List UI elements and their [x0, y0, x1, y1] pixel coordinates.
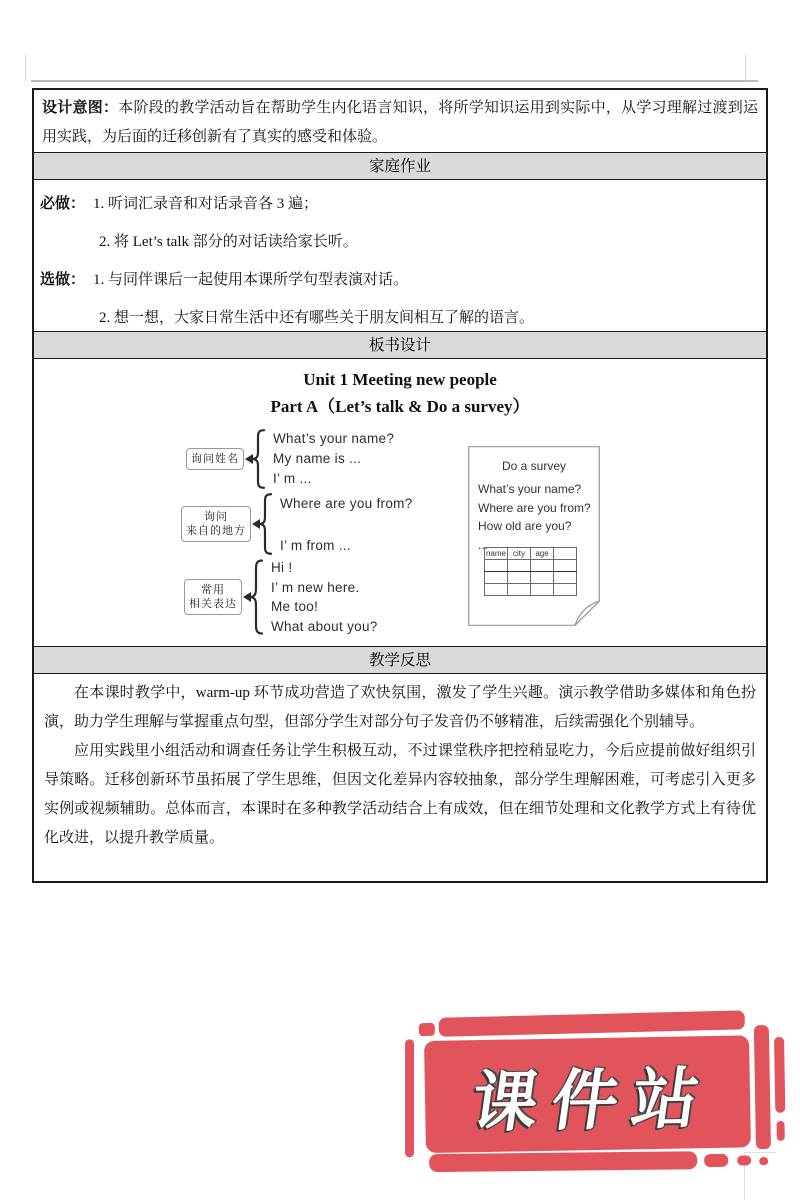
optional-item-2: 2. 想一想，大家日常生活中还有哪些关于朋友间相互了解的语言。 — [99, 310, 535, 326]
text-boundary-tick-right — [745, 55, 746, 81]
stamp-border-stroke — [439, 1010, 745, 1036]
stamp-border-stroke — [405, 1039, 414, 1157]
survey-table — [484, 547, 577, 596]
required-item-1: 1. 听词汇录音和对话录音各 3 遍； — [93, 196, 319, 212]
design-intent-row — [34, 90, 766, 152]
text-boundary-tick-left — [25, 55, 26, 81]
design-intent-label: 设计意图： — [42, 99, 119, 116]
stamp-border-stroke — [759, 1157, 768, 1165]
survey-table-header-row: name city age — [485, 548, 577, 560]
board-design-row — [34, 358, 766, 646]
stamp-border-stroke — [776, 1121, 784, 1141]
optional-item-1: 1. 与同伴课后一起使用本课所学句型表演对话。 — [93, 272, 409, 288]
reflection-paragraph: 应用实践里小组活动和调查任务让学生积极互动，不过课堂秩序把控稍显吃力，今后应提前做好组织引导策略。迁移创新环节虽拓展了学生思维，但因文化差异内容较抽象，部分学生理解困难，可考虑引入更多实例或视频辅助。总体而言，本课时在多种教学活动结合上有成效，但在细节处理和文化教学方式上有待优化改进，以提升教学质量。 — [44, 743, 756, 846]
stamp-border-stroke — [737, 1155, 751, 1165]
board-group-ask-name — [186, 428, 394, 490]
homework-row — [34, 179, 766, 331]
brace-icon — [250, 559, 264, 635]
group-label-box: 常用 相关表达 — [184, 579, 242, 615]
reflection-paragraph: 在本课时教学中，warm-up 环节成功营造了欢快氛围，激发了学生兴趣。演示教学借助多媒体和角色扮演，助力学生理解与掌握重点句型，但部分学生对部分句子发音仍不够精准，后续需强化个别辅导。 — [44, 685, 756, 730]
stamp-border-stroke — [754, 1025, 771, 1149]
group-sentences: What’s your name? My name is ... I’ m ... — [273, 431, 395, 486]
survey-questions: What’s your name? Where are you from? How old are you? ... — [478, 482, 591, 552]
group-label-box: 询问 来自的地方 — [181, 506, 251, 542]
survey-title: Do a survey — [501, 459, 567, 473]
homework-header: 家庭作业 — [34, 152, 766, 179]
reflection-header: 教学反思 — [34, 646, 766, 673]
kejianzhan-stamp — [398, 1003, 799, 1188]
required-label: 必做： — [40, 195, 86, 212]
brace-icon — [259, 493, 273, 555]
board-title-part: Part A（Let’s talk & Do a survey） — [270, 397, 530, 416]
required-item-2: 2. 将 Let’s talk 部分的对话读给家长听。 — [99, 234, 358, 250]
lesson-plan-table — [32, 88, 768, 883]
survey-table-row — [485, 560, 577, 572]
board-design-header: 板书设计 — [34, 331, 766, 358]
group-sentences: Where are you from? I’ m from ... — [280, 495, 413, 553]
page-break-line — [31, 80, 758, 82]
board-group-ask-place — [181, 492, 413, 556]
survey-paper — [468, 446, 600, 626]
reflection-row — [34, 673, 766, 881]
stamp-text: 课件站 — [466, 1060, 717, 1139]
survey-table-row — [485, 572, 577, 584]
design-intent-text: 本阶段的教学活动旨在帮助学生内化语言知识，将所学知识运用到实际中，从学习理解过渡到运用实践，为后面的迁移创新有了真实的感受和体验。 — [42, 100, 758, 145]
stamp-body — [424, 1035, 751, 1153]
stamp-border-stroke — [429, 1151, 697, 1172]
board-title-unit: Unit 1 Meeting new people — [303, 370, 497, 389]
survey-content — [468, 446, 600, 626]
optional-label: 选做： — [40, 271, 86, 288]
board-group-common-expressions — [184, 558, 378, 636]
brace-icon — [252, 429, 266, 489]
stamp-border-stroke — [419, 1023, 435, 1036]
stamp-border-stroke — [774, 1037, 785, 1113]
stamp-border-stroke — [704, 1154, 728, 1167]
survey-table-row — [485, 584, 577, 596]
homework-required-line1 — [40, 185, 758, 223]
group-sentences: Hi ! I’ m new here. Me too! What about you? — [271, 560, 378, 634]
group-label-box: 询问姓名 — [186, 448, 244, 470]
homework-optional-line1 — [40, 261, 758, 299]
